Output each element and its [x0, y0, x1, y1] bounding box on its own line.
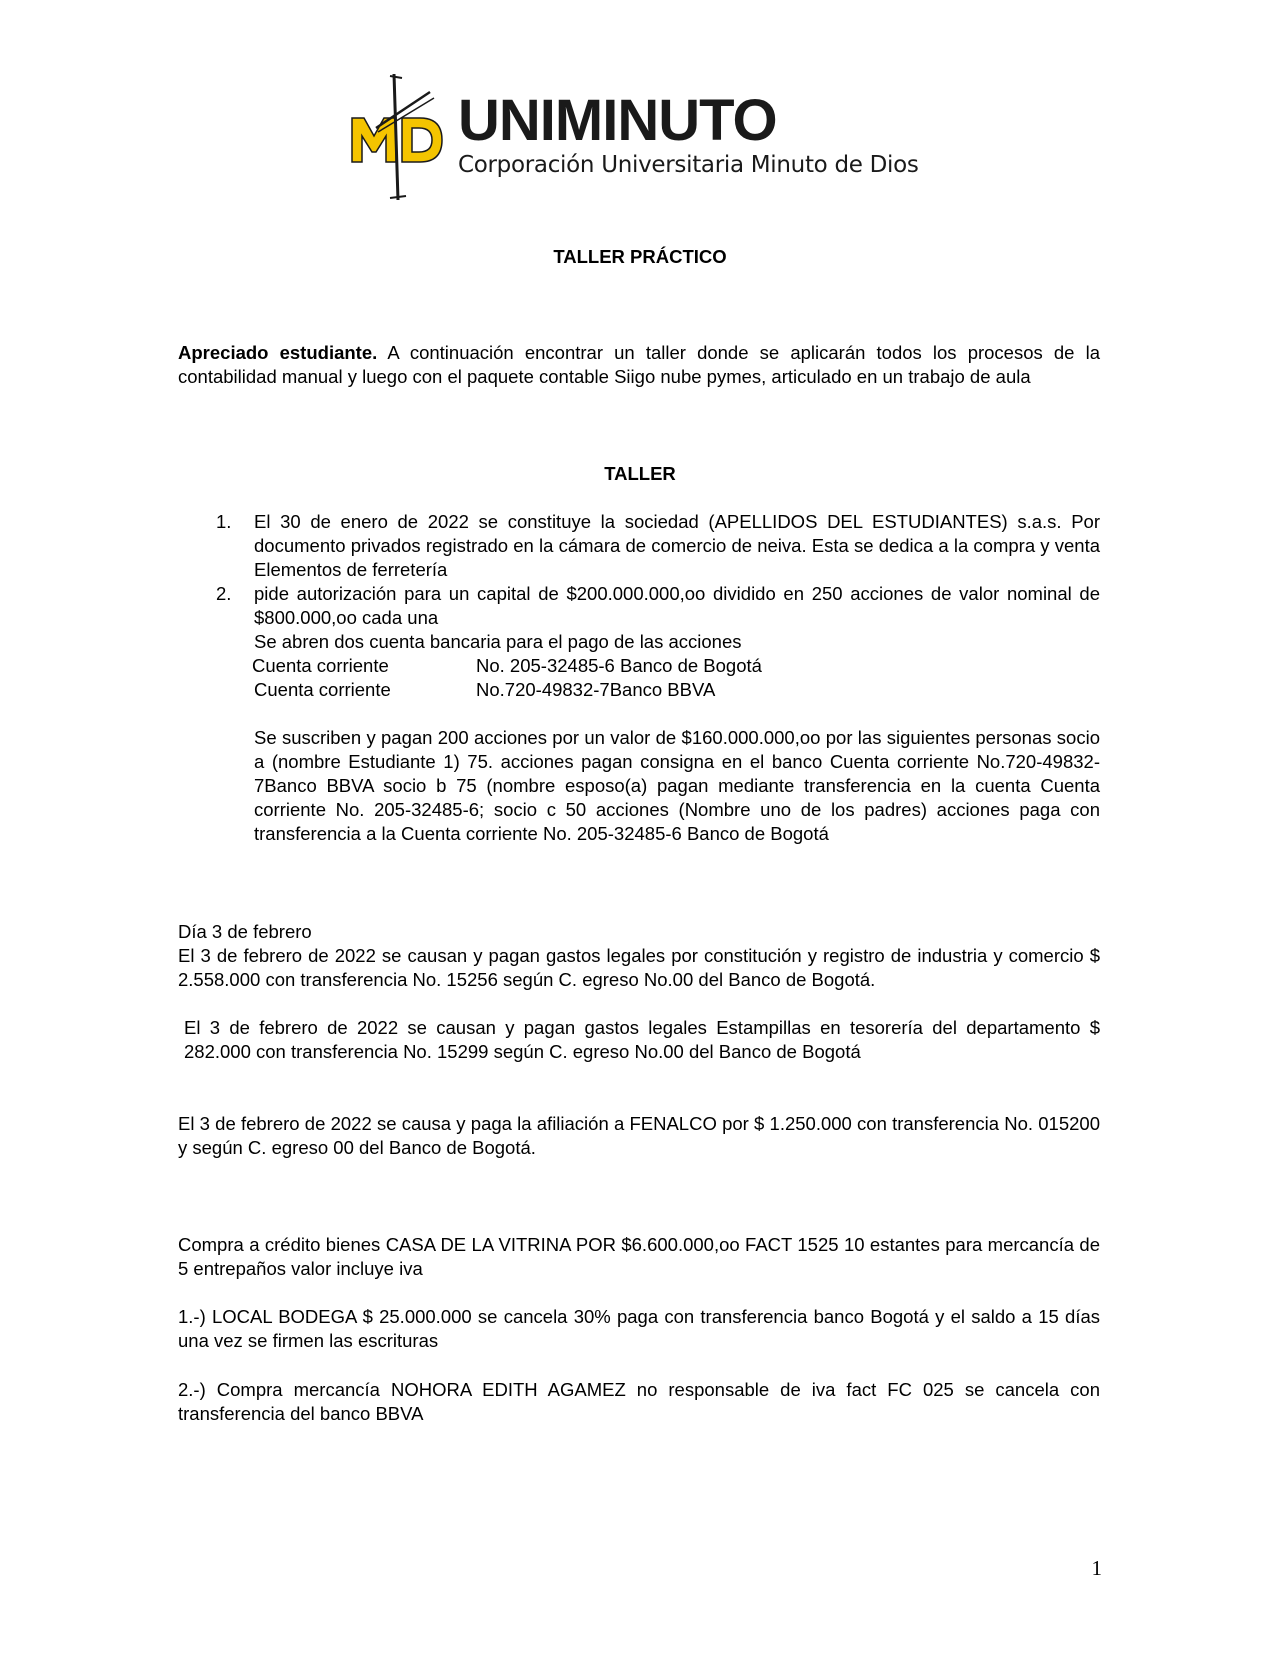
account-type: Cuenta corriente	[254, 679, 391, 700]
account-type: Cuenta corriente	[252, 655, 389, 676]
subscription-paragraph: Se suscriben y pagan 200 acciones por un valor de $160.000.000,oo por las siguientes personas socio a (nombre Estudiante 1) 75. acciones pagan consigna en el banco Cuenta corriente No.720-49832-7Banco BBVA socio b 75 (nombre esposo(a) pagan mediante transferencia en la cuenta Cuenta corriente No. 205-32485-6; socio c 50 acciones (Nombre uno de los padres) acciones paga con transferencia a la Cuenta corriente No. 205-32485-6 Banco de Bogotá	[254, 727, 1100, 844]
day-heading: Día 3 de febrero	[178, 921, 312, 942]
logo-wordmark: UNIMINUTO	[458, 88, 777, 153]
intro-bold: Apreciado estudiante.	[178, 342, 378, 363]
list-item-text: pide autorización para un capital de $200.000.000,oo dividido en 250 acciones de valor nominal de $800.000,oo cada una	[254, 583, 1100, 628]
entry-paragraph: Compra a crédito bienes CASA DE LA VITRINA POR $6.600.000,oo FACT 1525 10 estantes para mercancía de 5 entrepaños valor incluye iva	[178, 1234, 1100, 1279]
accounts-intro: Se abren dos cuenta bancaria para el pago de las acciones	[254, 631, 742, 652]
list-item-number: 1.	[216, 511, 232, 532]
page-title: TALLER PRÁCTICO	[553, 246, 727, 267]
intro-text: A continuación encontrar un taller donde se aplicarán todos los procesos de la contabilidad manual y luego con el paquete contable Siigo nube pymes, articulado en un trabajo de aula	[178, 342, 1100, 387]
account-row	[254, 678, 715, 702]
entry-paragraph: 1.-) LOCAL BODEGA $ 25.000.000 se cancela 30% paga con transferencia banco Bogotá y el saldo a 15 días una vez se firmen las escrituras	[178, 1306, 1100, 1351]
entry-paragraph: El 3 de febrero de 2022 se causa y paga la afiliación a FENALCO por $ 1.250.000 con transferencia No. 015200 y según C. egreso 00 del Banco de Bogotá.	[178, 1113, 1100, 1158]
logo-subtitle: Corporación Universitaria Minuto de Dios	[458, 152, 919, 178]
section-title: TALLER	[604, 463, 676, 484]
account-row	[252, 654, 762, 678]
list-item-number: 2.	[216, 583, 232, 604]
intro-paragraph	[178, 341, 1100, 389]
entry-paragraph: 2.-) Compra mercancía NOHORA EDITH AGAMEZ no responsable de iva fact FC 025 se cancela con transferencia del banco BBVA	[178, 1379, 1100, 1424]
list-item-text: El 30 de enero de 2022 se constituye la sociedad (APELLIDOS DEL ESTUDIANTES) s.a.s. Por documento privados registrado en la cámara de comercio de neiva. Esta se dedica a la compra y venta Elementos de ferretería	[254, 511, 1100, 580]
entry-paragraph: El 3 de febrero de 2022 se causan y pagan gastos legales por constitución y registro de industria y comercio $ 2.558.000 con transferencia No. 15256 según C. egreso No.00 del Banco de Bogotá.	[178, 945, 1100, 990]
account-detail: No. 205-32485-6 Banco de Bogotá	[476, 655, 762, 676]
account-detail: No.720-49832-7Banco BBVA	[476, 679, 716, 700]
uniminuto-logo	[350, 70, 920, 210]
entry-paragraph: El 3 de febrero de 2022 se causan y pagan gastos legales Estampillas en tesorería del departamento $ 282.000 con transferencia No. 15299 según C. egreso No.00 del Banco de Bogotá	[184, 1017, 1100, 1062]
md-cross-logo-icon	[350, 70, 460, 210]
page-number: 1	[1091, 1556, 1102, 1580]
